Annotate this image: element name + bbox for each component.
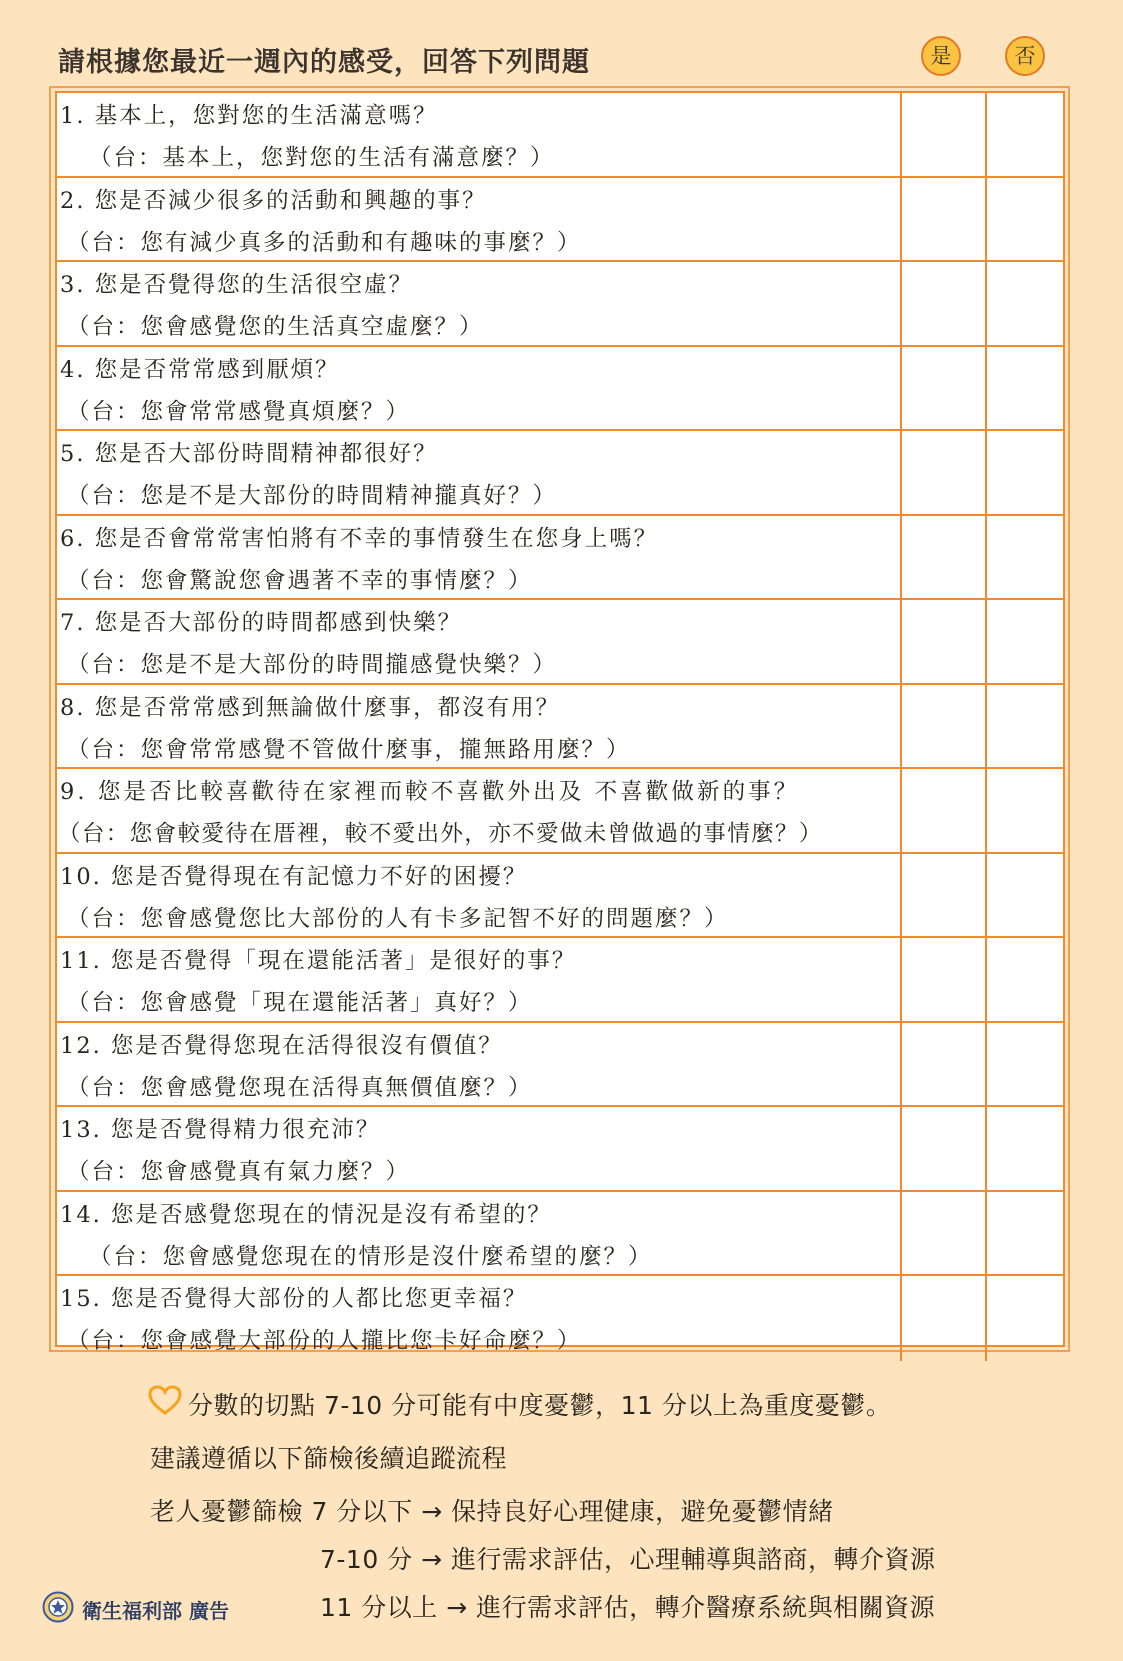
question-cell <box>57 938 902 1021</box>
question-text: 7. 您是否大部份的時間都感到快樂？ <box>60 610 463 636</box>
answer-no-box[interactable] <box>987 854 1063 937</box>
question-cell <box>57 769 902 852</box>
question-row <box>57 262 1063 347</box>
question-taiwanese-text: （台：您會常常感覺真煩麼？） <box>67 398 411 425</box>
question-taiwanese-text: （台：您會感覺真有氣力麼？） <box>67 1159 411 1185</box>
question-cell <box>57 178 902 261</box>
answer-no-box[interactable] <box>987 93 1063 176</box>
answer-yes-box[interactable] <box>902 769 987 852</box>
question-row <box>57 769 1063 854</box>
question-taiwanese-text: （台：基本上，您對您的生活有滿意麼？） <box>89 145 555 171</box>
question-text: 3. 您是否覺得您的生活很空虛？ <box>60 272 414 298</box>
answer-no-box[interactable] <box>987 516 1063 599</box>
question-row <box>57 938 1063 1023</box>
answer-no-box[interactable] <box>987 769 1063 852</box>
question-row <box>57 178 1063 263</box>
flow-7-10: 7-10 分 → 進行需求評估，心理輔導與諮商，轉介資源 <box>320 1545 936 1574</box>
question-row <box>57 1023 1063 1108</box>
answer-no-box[interactable] <box>987 178 1063 261</box>
question-row <box>57 1107 1063 1192</box>
answer-yes-box[interactable] <box>902 938 987 1021</box>
no-column-header: 否 <box>1005 36 1045 76</box>
answer-no-box[interactable] <box>987 1023 1063 1106</box>
question-taiwanese-text: （台：您有減少真多的活動和有趣味的事麼？） <box>67 229 582 256</box>
question-taiwanese-text: （台：您會感覺您的生活真空虛麼？） <box>67 314 484 340</box>
question-taiwanese-text: （台：您會感覺您比大部份的人有卡多記智不好的問題麼？） <box>67 905 729 932</box>
question-cell <box>57 262 902 345</box>
question-row <box>57 1276 1063 1361</box>
question-cell <box>57 1107 902 1190</box>
answer-no-box[interactable] <box>987 938 1063 1021</box>
answer-yes-box[interactable] <box>902 516 987 599</box>
answer-yes-box[interactable] <box>902 1192 987 1275</box>
form-header <box>58 36 1068 76</box>
question-cell <box>57 431 902 514</box>
answer-yes-box[interactable] <box>902 93 987 176</box>
question-cell <box>57 1023 902 1106</box>
question-cell <box>57 93 902 176</box>
question-cell <box>57 1192 902 1275</box>
flow-11-plus: 11 分以上 → 進行需求評估，轉介醫療系統與相關資源 <box>320 1593 936 1622</box>
question-cell <box>57 347 902 430</box>
question-text: 14. 您是否感覺您現在的情況是沒有希望的？ <box>60 1201 552 1228</box>
ministry-emblem-icon <box>42 1591 74 1623</box>
heart-icon <box>148 1385 182 1415</box>
answer-no-box[interactable] <box>987 347 1063 430</box>
question-taiwanese-text: （台：您是不是大部份的時間攏感覺快樂？） <box>67 652 558 678</box>
answer-yes-box[interactable] <box>902 1023 987 1106</box>
answer-yes-box[interactable] <box>902 685 987 768</box>
answer-no-box[interactable] <box>987 431 1063 514</box>
question-text: 6. 您是否會常常害怕將有不幸的事情發生在您身上嗎？ <box>60 525 659 552</box>
question-text: 4. 您是否常常感到厭煩？ <box>60 356 340 383</box>
answer-no-box[interactable] <box>987 1192 1063 1275</box>
questionnaire-table <box>55 91 1065 1354</box>
answer-yes-box[interactable] <box>902 178 987 261</box>
question-cell <box>57 516 902 599</box>
question-cell <box>57 854 902 937</box>
answer-yes-box[interactable] <box>902 262 987 345</box>
question-cell <box>57 600 902 683</box>
question-row <box>57 347 1063 432</box>
question-row <box>57 516 1063 601</box>
question-row <box>57 854 1063 939</box>
answer-yes-box[interactable] <box>902 854 987 937</box>
question-cell <box>57 1276 902 1361</box>
follow-up-note: 建議遵循以下篩檢後續追蹤流程 <box>150 1444 508 1473</box>
question-cell <box>57 685 902 768</box>
answer-yes-box[interactable] <box>902 1107 987 1190</box>
ministry-label: 衛生福利部 廣告 <box>82 1599 229 1623</box>
question-text: 2. 您是否減少很多的活動和興趣的事？ <box>60 187 487 214</box>
answer-no-box[interactable] <box>987 600 1063 683</box>
question-taiwanese-text: （台：您會感覺大部份的人攏比您卡好命麼？） <box>67 1328 582 1354</box>
question-taiwanese-text: （台：您會感覺您現在的情形是沒什麼希望的麼？） <box>89 1243 653 1270</box>
answer-yes-box[interactable] <box>902 600 987 683</box>
question-row <box>57 431 1063 516</box>
answer-no-box[interactable] <box>987 262 1063 345</box>
question-taiwanese-text: （台：您會驚說您會遇著不幸的事情麼？） <box>67 567 533 594</box>
question-text: 8. 您是否常常感到無論做什麼事，都沒有用？ <box>60 694 561 721</box>
question-text: 13. 您是否覺得精力很充沛？ <box>60 1117 381 1143</box>
question-taiwanese-text: （台：您是不是大部份的時間精神攏真好？） <box>67 483 558 509</box>
question-text: 9. 您是否比較喜歡待在家裡而較不喜歡外出及 不喜歡做新的事？ <box>60 779 800 805</box>
question-taiwanese-text: （台：您會常常感覺不管做什麼事，攏無路用麼？） <box>67 736 631 763</box>
answer-no-box[interactable] <box>987 1276 1063 1361</box>
question-row <box>57 685 1063 770</box>
cutoff-note: 分數的切點 7-10 分可能有中度憂鬱，11 分以上為重度憂鬱。 <box>188 1391 892 1420</box>
question-text: 10. 您是否覺得現在有記憶力不好的困擾？ <box>60 863 528 890</box>
question-row <box>57 600 1063 685</box>
question-taiwanese-text: （台：您會感覺您現在活得真無價值麼？） <box>67 1074 533 1101</box>
answer-no-box[interactable] <box>987 1107 1063 1190</box>
question-row <box>57 93 1063 178</box>
question-row <box>57 1192 1063 1277</box>
flow-under-7: 老人憂鬱篩檢 7 分以下 → 保持良好心理健康，避免憂鬱情緒 <box>150 1497 834 1526</box>
answer-yes-box[interactable] <box>902 347 987 430</box>
question-text: 15. 您是否覺得大部份的人都比您更幸福？ <box>60 1286 528 1312</box>
instructions-title: 請根據您最近一週內的感受，回答下列問題 <box>58 47 590 78</box>
question-text: 1. 基本上，您對您的生活滿意嗎？ <box>60 103 438 129</box>
question-taiwanese-text: （台：您會較愛待在厝裡，較不愛出外，亦不愛做未曾做過的事情麼？） <box>58 821 823 847</box>
question-text: 12. 您是否覺得您現在活得很沒有價值？ <box>60 1032 503 1059</box>
question-taiwanese-text: （台：您會感覺「現在還能活著」真好？） <box>67 990 533 1016</box>
question-text: 5. 您是否大部份時間精神都很好？ <box>60 441 438 467</box>
question-text: 11. 您是否覺得「現在還能活著」是很好的事？ <box>60 948 577 974</box>
yes-column-header: 是 <box>921 36 961 76</box>
answer-yes-box[interactable] <box>902 431 987 514</box>
answer-yes-box[interactable] <box>902 1276 987 1361</box>
answer-no-box[interactable] <box>987 685 1063 768</box>
